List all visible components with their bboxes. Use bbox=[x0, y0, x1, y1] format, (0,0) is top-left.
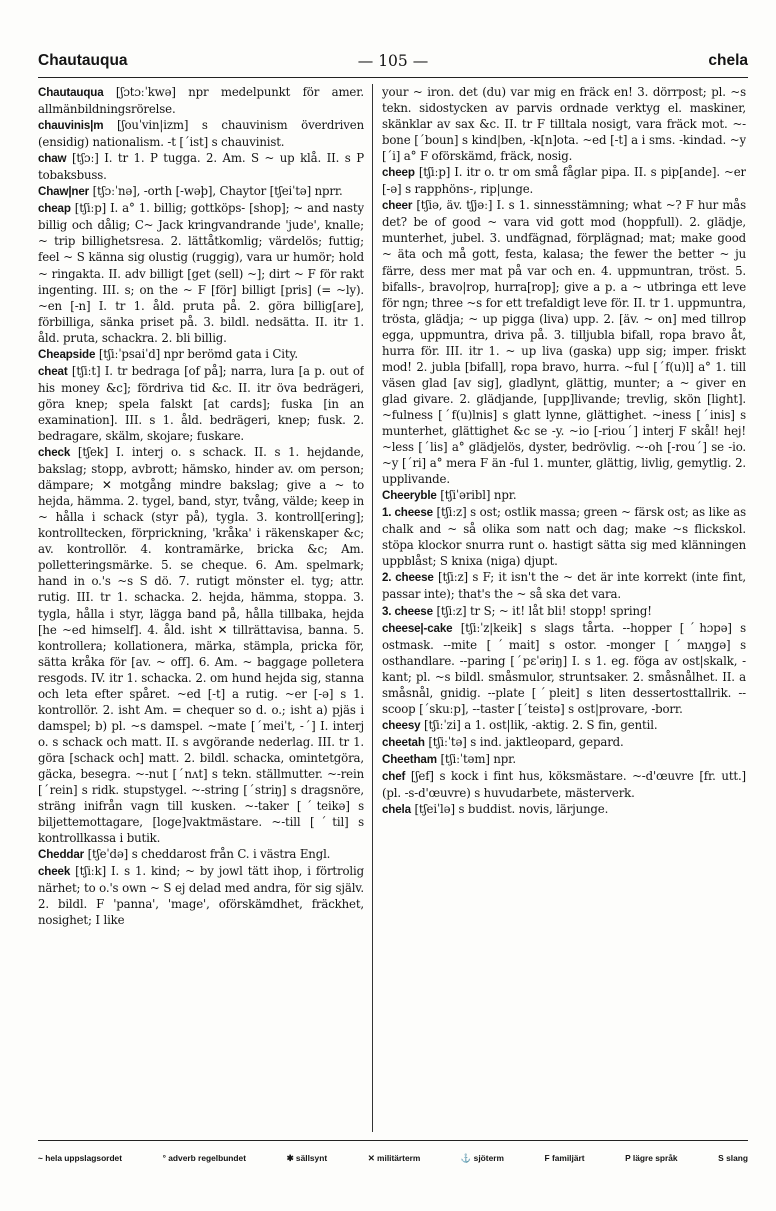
entry-headword: cheap bbox=[38, 202, 71, 216]
dictionary-entry bbox=[382, 504, 746, 569]
entry-headword: cheek bbox=[38, 865, 71, 879]
dictionary-entry bbox=[382, 717, 746, 734]
entry-definition: [ʃef] s kock i fint hus, köksmästare. ~-d'œuvre [fr. utt.] (pl. -s-d'œuvre) s huvudarbete, mästerverk. bbox=[382, 768, 746, 801]
legend-item: ⚓ sjöterm bbox=[460, 1153, 504, 1163]
entry-headword: 1. cheese bbox=[382, 506, 433, 520]
dictionary-entry bbox=[38, 363, 364, 444]
entry-headword: cheetah bbox=[382, 735, 425, 749]
entry-definition: [tʃiːˈtə] s ind. jaktleopard, gepard. bbox=[424, 734, 624, 749]
entry-headword: chaw bbox=[38, 152, 67, 166]
entry-definition: [tʃiːp] I. itr o. tr om små fåglar pipa. II. s pip[ande]. ~er [-ə] s rapphöns-, rip|unge. bbox=[382, 165, 746, 197]
entry-definition: [tʃek] I. interj o. s schack. II. s 1. hejdande, bakslag; stopp, avbrott; hämsko, hinder av. om person; dämpare; ✕ motgång mindre bakslag; give a ~ to hejda, hämma. 2. tygel, band, styr, tvång, välde; keep in ~ hålla i schack (styr på), tygla. 3. kontroll[ering]; kontrolltecken, förprickning, 'kråka' i räkenskaper &c; av. kontrollör. 4. kontramärke, bricka &c; Am. polletteringsmärke. 5. se cheque. 6. Am. spelmark; hand in o.'s ~s S dö. 7. rutigt mönster el. tyg; attr. rutig. III. tr 1. schacka. 2. hejda, hämma, stoppa. 3. tygla, hålla i styr, lägga band på, hålla tillbaka, hejda [he ~ed himself]. 4. åld. isht ✕ tillrättavisa, banna. 5. kontrollera; kollationera, märka, stämpla, pricka för, sätta kråka för [av. ~ off]. 6. Am. ~ baggage polletera resgods. IV. itr 1. schacka. 2. om hund hejda sig, stanna och leta efter spåret. ~ed [-t] a rutig. ~er [-ə] s 1. kontrollör. 2. isht Am. = chequer so d. o.; isht a) pjäs i damspel; b) pl. ~s damspel. ~mate [ˊmeiˈt, -ˊ] I. interj o. s schack och matt. II. s avgörande nederlag. III. tr 1. göra [schack och] matt. 2. bildl. schacka, omintetgöra, gäcka, besegra. ~-nut [ˊnʌt] s tekn. ställmutter. ~-rein [ˊrein] s ridk. stupstygel. ~-string [ˊstriŋ] s dragsnöre, sträng inifrån vagn till kusken. ~-taker [ˊteikə] s biljettemottagare, [loge]vaktmästare. ~-till [ˊtil] s kontrollkassa i butik. bbox=[38, 445, 364, 846]
right-column bbox=[382, 84, 746, 1134]
entry-definition: [tʃiːˈpsaiˈd] npr berömd gata i City. bbox=[95, 346, 298, 361]
entry-definition: [tʃiːˈtəm] npr. bbox=[436, 751, 516, 766]
entry-definition: [tʃiˈəribl] npr. bbox=[436, 488, 517, 503]
header-guide-word-left: Chautauqua bbox=[38, 52, 128, 69]
dictionary-entry bbox=[38, 846, 364, 863]
entry-headword: chauvinis|m bbox=[38, 119, 104, 133]
entry-headword: Chautauqua bbox=[38, 86, 104, 99]
entry-headword: 2. cheese bbox=[382, 571, 434, 585]
header-rule bbox=[38, 77, 748, 78]
entry-headword: cheer bbox=[382, 199, 413, 213]
entry-definition: [tʃiːz] s ost; ostlik massa; green ~ färsk ost; as like as chalk and ~ så olika som natt och dag; make ~s flickskol. stöpa klockor snurra runt o. hastigt sätta sig med klänningen uppblåst; S knixa (niga) djupt. bbox=[382, 505, 746, 569]
entry-definition: [tʃiːˈzi] a 1. ost|lik, -aktig. 2. S fin, gentil. bbox=[420, 717, 658, 732]
left-column bbox=[38, 84, 364, 1134]
entry-definition: [tʃɔːˈnə], -orth [-wəþ], Chaytor [tʃeiˈtə] nprr. bbox=[89, 184, 343, 199]
header-guide-word-right: chela bbox=[708, 52, 748, 69]
entry-headword: Cheapside bbox=[38, 347, 96, 361]
entry-headword: cheat bbox=[38, 364, 68, 378]
entry-headword: chef bbox=[382, 769, 406, 783]
page-number: — 105 — bbox=[357, 52, 429, 70]
dictionary-entry bbox=[382, 620, 746, 717]
dictionary-entry bbox=[38, 84, 364, 117]
dictionary-entry bbox=[382, 768, 746, 801]
entry-headword: chela bbox=[382, 803, 411, 817]
legend-item: ✱ sällsynt bbox=[286, 1153, 328, 1163]
dictionary-entry bbox=[382, 197, 746, 487]
entry-headword: Chaw|ner bbox=[38, 185, 90, 199]
dictionary-entry bbox=[38, 117, 364, 150]
legend-item: ✕ militärterm bbox=[367, 1153, 421, 1163]
entry-definition: [tʃiːz] s F; it isn't the ~ det är inte korrekt (inte fint, passar inte); that's the ~ så ska det vara. bbox=[382, 570, 746, 602]
entry-headword: Cheddar bbox=[38, 848, 84, 862]
entry-definition: [tʃeˈdə] s cheddarost från C. i västra Engl. bbox=[83, 847, 331, 862]
entry-definition: [tʃɔː] I. tr 1. P tugga. 2. Am. S ~ up klå. II. s P tobaksbuss. bbox=[38, 151, 364, 183]
dictionary-entry bbox=[38, 200, 364, 345]
abbreviation-legend bbox=[38, 1153, 748, 1164]
entry-definition: [tʃeiˈlə] s buddist. novis, lärjunge. bbox=[410, 802, 609, 817]
entry-headword: cheep bbox=[382, 166, 415, 180]
legend-item: F familjärt bbox=[544, 1153, 585, 1163]
dictionary-entry bbox=[382, 751, 746, 768]
entry-definition: [tʃiːz] tr S; ~ it! låt bli! stopp! spring! bbox=[432, 603, 652, 618]
legend-item: P lägre språk bbox=[625, 1153, 678, 1163]
dictionary-entry bbox=[382, 84, 746, 164]
entry-definition: [tʃiːk] I. s 1. kind; ~ by jowl tätt ihop, i förtrolig närhet; to o.'s own ~ S ej delad med andra, för sig själv. 2. bildl. F 'panna', 'mage', oförskämdhet, fräckhet, nosighet; I like bbox=[38, 864, 364, 928]
dictionary-entry bbox=[382, 734, 746, 751]
footer-rule bbox=[38, 1140, 748, 1141]
legend-item: ~ hela uppslagsordet bbox=[38, 1153, 123, 1163]
entry-definition: [tʃiːp] I. a° 1. billig; gottköps- [shop]; ~ and nasty billig och dålig; C~ Jack kringvandrande 'jude', knalle; ~ trip billighetsresa. 2. lättåtkomlig; värdelös; futtig; feel ~ S känna sig olustig (ruggig), vara ur humör; hold ~ ringakta. II. adv billigt [get (sell) ~]; dirt ~ F för rakt ingenting. III. s; on the ~ F [för] billigt [pris] (= ~ly). ~en [-n] I. tr 1. åld. pruta på. 2. göra billig[are], förbilliga, sänka priset på. 3. bildl. nedsätta. II. itr 1. åld. pruta, schackra. 2. bli billig. bbox=[38, 201, 364, 345]
dictionary-entry bbox=[382, 164, 746, 197]
dictionary-entry bbox=[38, 346, 364, 363]
legend-item: S slang bbox=[718, 1153, 748, 1163]
dictionary-entry bbox=[38, 150, 364, 183]
dictionary-entry bbox=[382, 801, 746, 818]
dictionary-entry bbox=[382, 487, 746, 504]
entry-definition: your ~ iron. det (du) var mig en fräck en! 3. dörrpost; pl. ~s tekn. sidostycken av parvis ordnade verktyg el. maskiner, skänklar av sax &c. II. tr F tilltala nosigt, vara fräck mot. ~-bone [ˊboun] s kind|ben, -k[n]ota. ~ed [-t] a i sms. -kindad. ~y [ˊi] a° F oförskämd, fräck, nosig. bbox=[382, 85, 746, 164]
entry-headword: 3. cheese bbox=[382, 604, 433, 618]
entry-headword: cheese|-cake bbox=[382, 621, 453, 635]
dictionary-entry bbox=[38, 863, 364, 928]
dictionary-entry bbox=[38, 183, 364, 200]
entry-headword: cheesy bbox=[382, 718, 421, 732]
entry-definition: [tʃiːt] I. tr bedraga [of på]; narra, lura [a p. out of his money &c]; fördriva tid &c. II. itr öva bedrägeri, göra knep; spela falskt [at cards]; fuska [in an examination]. III. s 1. åld. bedrägeri, knep; fusk. 2. bedragare, skälm, skojare; fuskare. bbox=[38, 363, 364, 443]
entry-headword: Cheeryble bbox=[382, 489, 437, 503]
entry-definition: [tʃiə, äv. tʃjəː] I. s 1. sinnesstämning; what ~? F hur mås det? be of good ~ vara vid gott mod (hoppfull). 2. glädje, munterhet, jubel. 3. undfägnad, förplägnad; mat; make good ~ äta och må gott, festa, kalasa; the fewer the better ~ ju färre, dess mer mat på var och en. 4. uppmuntran, tröst. 5. bifalls-, bravo|rop, hurra[rop]; give a p. a ~ utbringa ett leve för ngn; three ~s for ett trefaldigt leve för. II. tr 1. uppmuntra, trösta, glädja; ~ up pigga (liva) upp. 2. [äv. ~ on] med tillrop egga, uppmuntra, driva på. 3. tilljubla bifall, ropa bravo åt, hurra för. III. itr 1. ~ up liva (gaska) upp sig; imper. friskt mod! 2. jubla [bifall], ropa bravo, hurra. ~ful [ˊf(u)l] a° 1. till väsen glad [av sig], gladlynt, glättig, munter; a ~ giver en glad givare. 2. glädjande, [upp]livande; trevlig, skön [light]. ~fulness [ˊf(u)lnis] s glatt lynne, glättighet. ~iness [ˊinis] s munterhet, glättighet &c se -y. ~io [-riouˊ] interj F skål! hej! ~less [ˊlis] a° glädjelös, dyster, bedrövlig. ~-oh [-rouˊ] se -io. ~y [ˊri] a° mera F än -ful 1. munter, glättig, livlig, gemytlig. 2. upplivande. bbox=[382, 198, 746, 487]
entry-headword: Cheetham bbox=[382, 752, 437, 766]
page-header bbox=[38, 52, 748, 74]
dictionary-entry bbox=[38, 444, 364, 846]
entry-definition: [ʃouˈvin|izm] s chauvinism överdriven (ensidig) nationalism. -t [ˊist] s chauvinist. bbox=[38, 118, 364, 150]
entry-headword: check bbox=[38, 446, 71, 460]
dictionary-entry bbox=[382, 569, 746, 602]
entry-definition: [tʃiːˈz|keik] s slags tårta. --hopper [ˊhɔpə] s ostmask. --mite [ˊmait] s ostor. -monger [ˊmʌŋgə] s osthandlare. --paring [ˊpɛˈəriŋ] I. s 1. eg. föga av ost|skalk, -kant; pl. ~s bildl. småsmulor, struntsaker. 2. småsnålhet. II. a småsnål, gnidig. --plate [ˊpleit] s liten dessertosttallrik. --scoop [ˊskuːp], --taster [ˊteistə] s ost|provare, -borr. bbox=[382, 620, 746, 716]
column-divider bbox=[372, 84, 373, 1132]
legend-item: ° adverb regelbundet bbox=[162, 1153, 246, 1163]
dictionary-entry bbox=[382, 603, 746, 620]
entry-definition: [ʃɔtɔːˈkwə] npr medelpunkt för amer. allmänbildningsrörelse. bbox=[38, 85, 364, 117]
